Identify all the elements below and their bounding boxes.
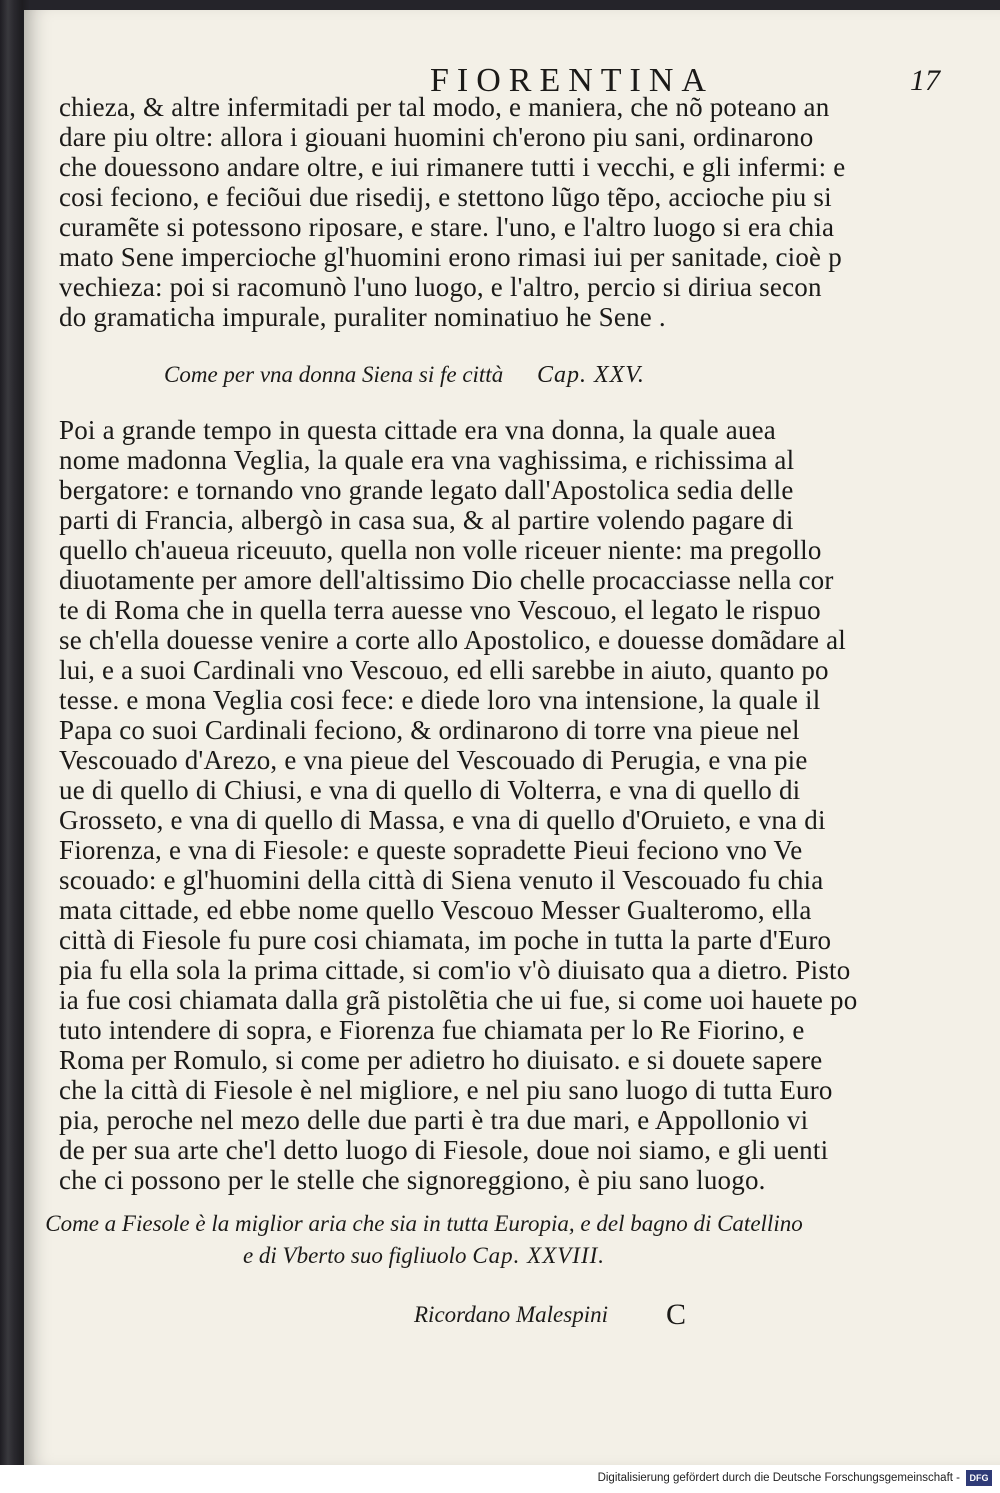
text-line: te di Roma che in quella terra auesse vno Vescouo, el legato le rispuo (59, 595, 821, 625)
chapter-heading-28 (44, 1208, 804, 1272)
page-number: 17 (910, 64, 940, 97)
text-line: curamẽte si potessono riposare, e stare. l'uno, e l'altro luogo si era chia (59, 212, 835, 242)
text-line: de per sua arte che'l detto luogo di Fiesole, doue noi siamo, e gli uenti (59, 1135, 829, 1165)
text-line: scouado: e gl'huomini della città di Siena venuto il Vescouado fu chia (59, 865, 824, 895)
text-line: bergatore: e tornando vno grande legato dall'Apostolica sedia delle (59, 475, 794, 505)
text-line: lui, e a suoi Cardinali vno Vescouo, ed elli sarebbe in aiuto, quanto po (59, 655, 829, 685)
text-line: Papa co suoi Cardinali feciono, & ordinarono di torre vna pieue nel (59, 715, 800, 745)
text-line: che douessono andare oltre, e iui rimanere tutti i vecchi, e gli infermi: e (59, 152, 846, 182)
text-line: che la città di Fiesole è nel migliore, e nel piu sano luogo di tutta Euro (59, 1075, 833, 1105)
text-line: tesse. e mona Veglia cosi fece: e diede loro vna intensione, la quale il (59, 685, 821, 715)
text-line: dare piu oltre: allora i giouani huomini ch'erono piu sani, ordinarono (59, 122, 814, 152)
text-line: chieza, & altre infermitadi per tal modo, e maniera, che nõ poteano an (59, 92, 830, 122)
text-line: pia fu ella sola la prima cittade, si com'io v'ò diuisato qua a dietro. Pisto (59, 955, 851, 985)
running-head: FIORENTINA (430, 62, 714, 99)
text-line: Fiorenza, e vna di Fiesole: e queste sopradette Pieui feciono vno Ve (59, 835, 803, 865)
chapter-heading-25 (164, 362, 645, 389)
text-line: diuotamente per amore dell'altissimo Dio chelle procacciasse nella cor (59, 565, 834, 595)
chapter-title-line-2: e di Vberto suo figliuolo (242, 1243, 467, 1268)
text-line: Vescouado d'Arezo, e vna pieue del Vescouado di Perugia, e vna pie (59, 745, 808, 775)
text-line: città di Fiesole fu pure cosi chiamata, im poche in tutta la parte d'Euro (59, 925, 832, 955)
paragraph-1 (59, 92, 859, 332)
text-line: ue di quello di Chiusi, e vna di quello di Volterra, e vna di quello di (59, 775, 801, 805)
text-line: mata cittade, ed ebbe nome quello Vescouo Messer Gualteromo, ella (59, 895, 812, 925)
text-line: vechieza: poi si racomunò l'uno luogo, e l'altro, percio si diriua secon (59, 272, 822, 302)
credit-bar (0, 1465, 1000, 1493)
text-line: cosi feciono, e feciõui due risedij, e stettono lũgo tẽpo, accioche piu si (59, 182, 832, 212)
signature-mark: C (666, 1298, 687, 1331)
text-line: che ci possono per le stelle che signoreggiono, è piu sano luogo. (59, 1165, 766, 1195)
dfg-logo-icon: DFG (966, 1470, 992, 1486)
text-line: Roma per Romulo, si come per adietro ho diuisato. e si douete sapere (59, 1045, 823, 1075)
text-line: parti di Francia, albergò in casa sua, & al partire volendo pagare di (59, 505, 794, 535)
text-line: nome madonna Veglia, la quale era vna vaghissima, e richissima al (59, 445, 795, 475)
book-page (24, 10, 1000, 1465)
text-line: Grosseto, e vna di quello di Massa, e vna di quello d'Oruieto, e vna di (59, 805, 826, 835)
text-line: Poi a grande tempo in questa cittade era vna donna, la quale auea (59, 415, 776, 445)
catchword-author: Ricordano Malespini (414, 1302, 608, 1327)
text-line: se ch'ella douesse venire a corte allo Apostolico, e douesse domãdare al (59, 625, 846, 655)
text-line: tuto intendere di sopra, e Fiorenza fue chiamata per lo Re Fiorino, e (59, 1015, 805, 1045)
text-line: mato Sene impercioche gl'huomini erono rimasi iui per sanitade, cioè p (59, 242, 842, 272)
text-line: ia fue cosi chiamata dalla grã pistolẽtia che ui fue, si come uoi hauete po (59, 985, 858, 1015)
paragraph-2 (59, 415, 859, 1195)
text-line: quello ch'aueua riceuuto, quella non volle riceuer niente: ma pregollo (59, 535, 822, 565)
text-line: do gramaticha impurale, puraliter nominatiuo he Sene . (59, 302, 666, 332)
chapter-number: Cap. XXV. (536, 362, 645, 388)
chapter-number: Cap. XXVIII. (472, 1243, 606, 1268)
credit-text: Digitalisierung gefördert durch die Deutsche Forschungsgemeinschaft - (597, 1472, 960, 1484)
text-line: pia, peroche nel mezo delle due parti è tra due mari, e Appollonio vi (59, 1105, 809, 1135)
chapter-title: Come per vna donna Siena si fe città (164, 362, 504, 387)
chapter-title-line-1: Come a Fiesole è la miglior aria che sia in tutta Europia, e del bagno di Catellino (45, 1211, 803, 1236)
